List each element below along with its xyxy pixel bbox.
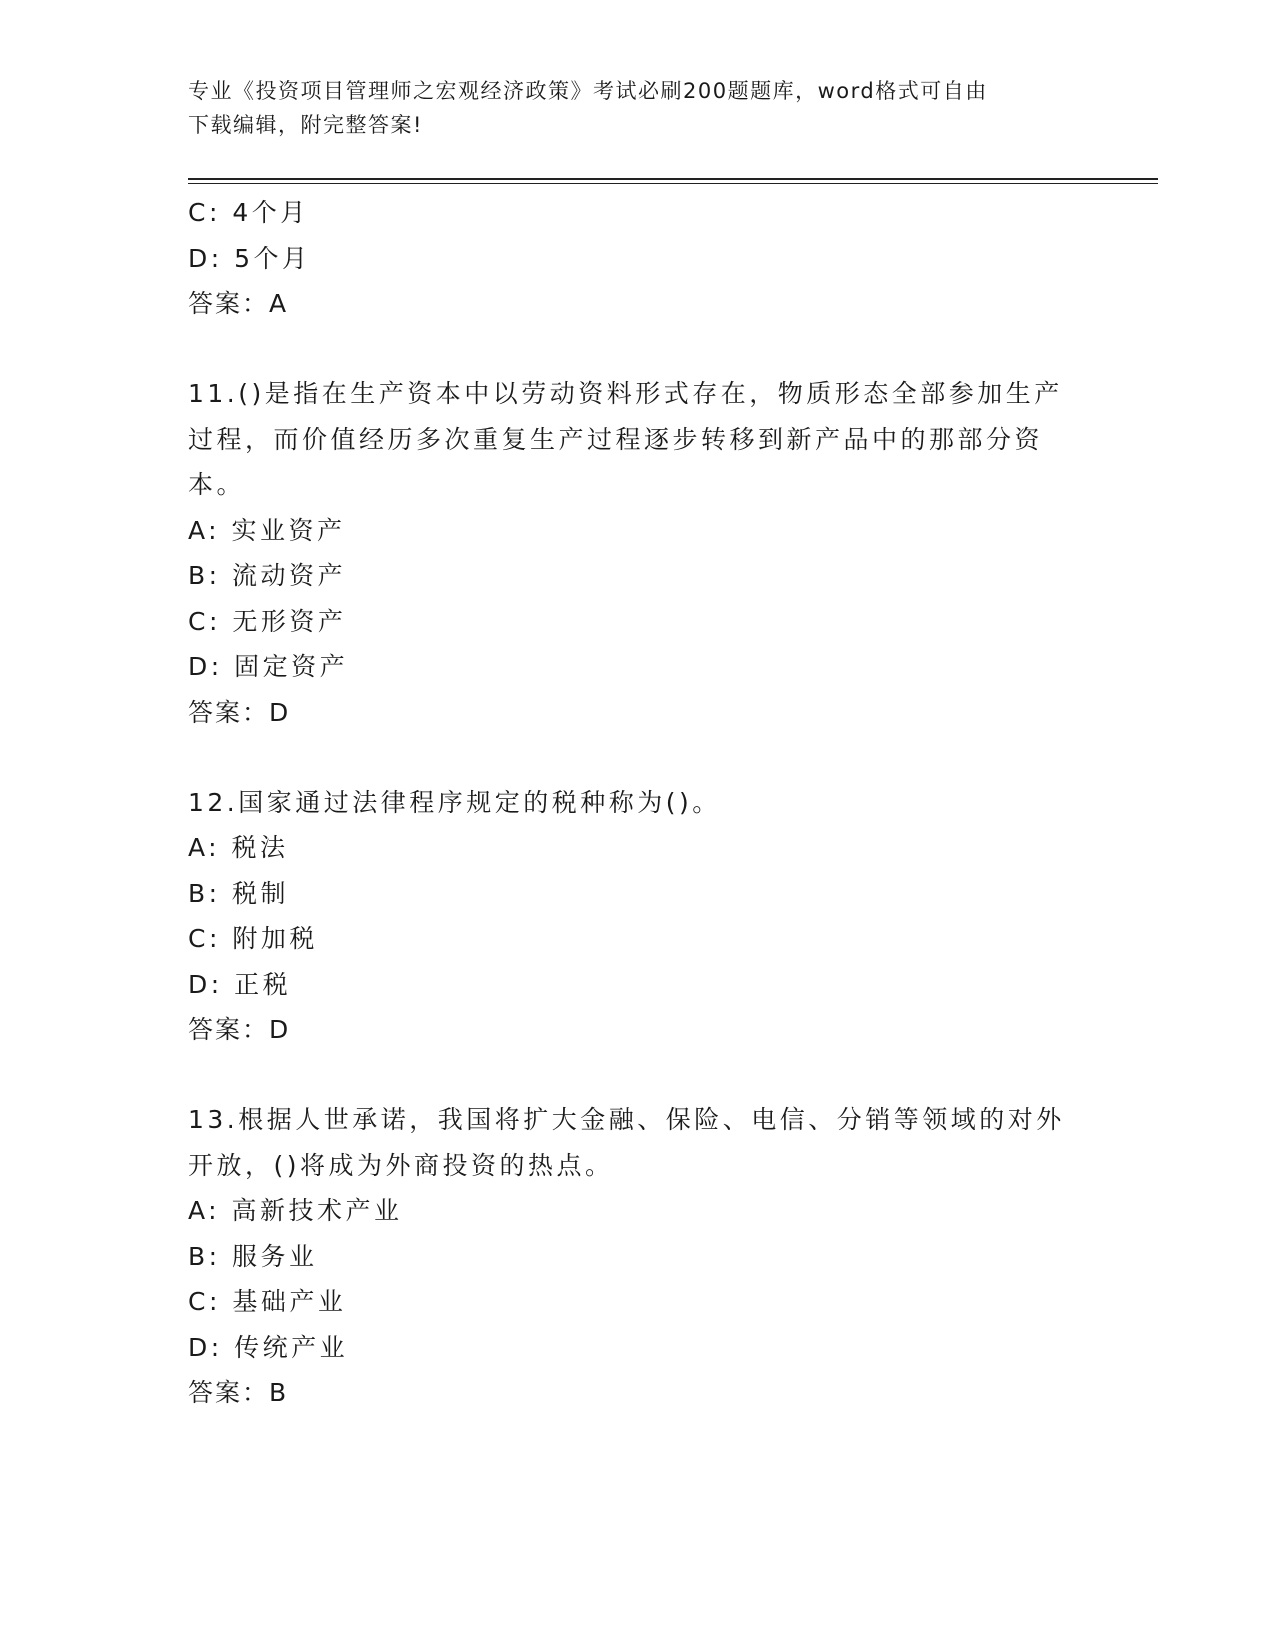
question-11 [188,371,1088,736]
answer: 答案：A [188,289,289,318]
question-content [188,190,1088,1416]
answer: 答案：D [188,697,291,727]
question-stem-line-1: 11.()是指在生产资本中以劳动资料形式存在，物质形态全部参加生产 [188,379,1063,408]
option-d: D: 5个月 [188,243,311,273]
option-c: C: 4个月 [188,198,309,227]
question-stem-line-3: 本。 [188,470,246,499]
option-c: C: 基础产业 [188,1287,347,1316]
question-12 [188,780,1088,1054]
option-d: D: 正税 [188,969,292,999]
question-13 [188,1097,1088,1416]
header-divider [188,178,1158,180]
answer: 答案：B [188,1378,289,1407]
option-a: A: 高新技术产业 [188,1196,403,1225]
question-stem-line-2: 开放，()将成为外商投资的热点。 [188,1150,614,1180]
option-d: D: 传统产业 [188,1332,349,1362]
option-c: C: 附加税 [188,924,318,953]
question-stem-line-2: 过程，而价值经历多次重复生产过程逐步转移到新产品中的那部分资 [188,424,1044,454]
option-c: C: 无形资产 [188,606,347,636]
option-b: B: 流动资产 [188,561,347,590]
answer: 答案：D [188,1015,291,1044]
page-header [188,74,1068,142]
option-a: A: 税法 [188,833,289,862]
header-title-line-2: 下载编辑，附完整答案! [188,113,423,137]
option-b: B: 税制 [188,878,290,908]
option-b: B: 服务业 [188,1241,318,1271]
question-stem-line-1: 12.国家通过法律程序规定的税种称为()。 [188,787,721,817]
option-a: A: 实业资产 [188,515,346,545]
question-stem-line-1: 13.根据人世承诺，我国将扩大金融、保险、电信、分销等领域的对外 [188,1105,1065,1134]
option-d: D: 固定资产 [188,652,349,681]
header-title-line-1: 专业《投资项目管理师之宏观经济政策》考试必刷200题题库，word格式可自由 [188,79,988,103]
question-10-tail [188,190,1088,327]
header-divider-thin [188,183,1158,184]
